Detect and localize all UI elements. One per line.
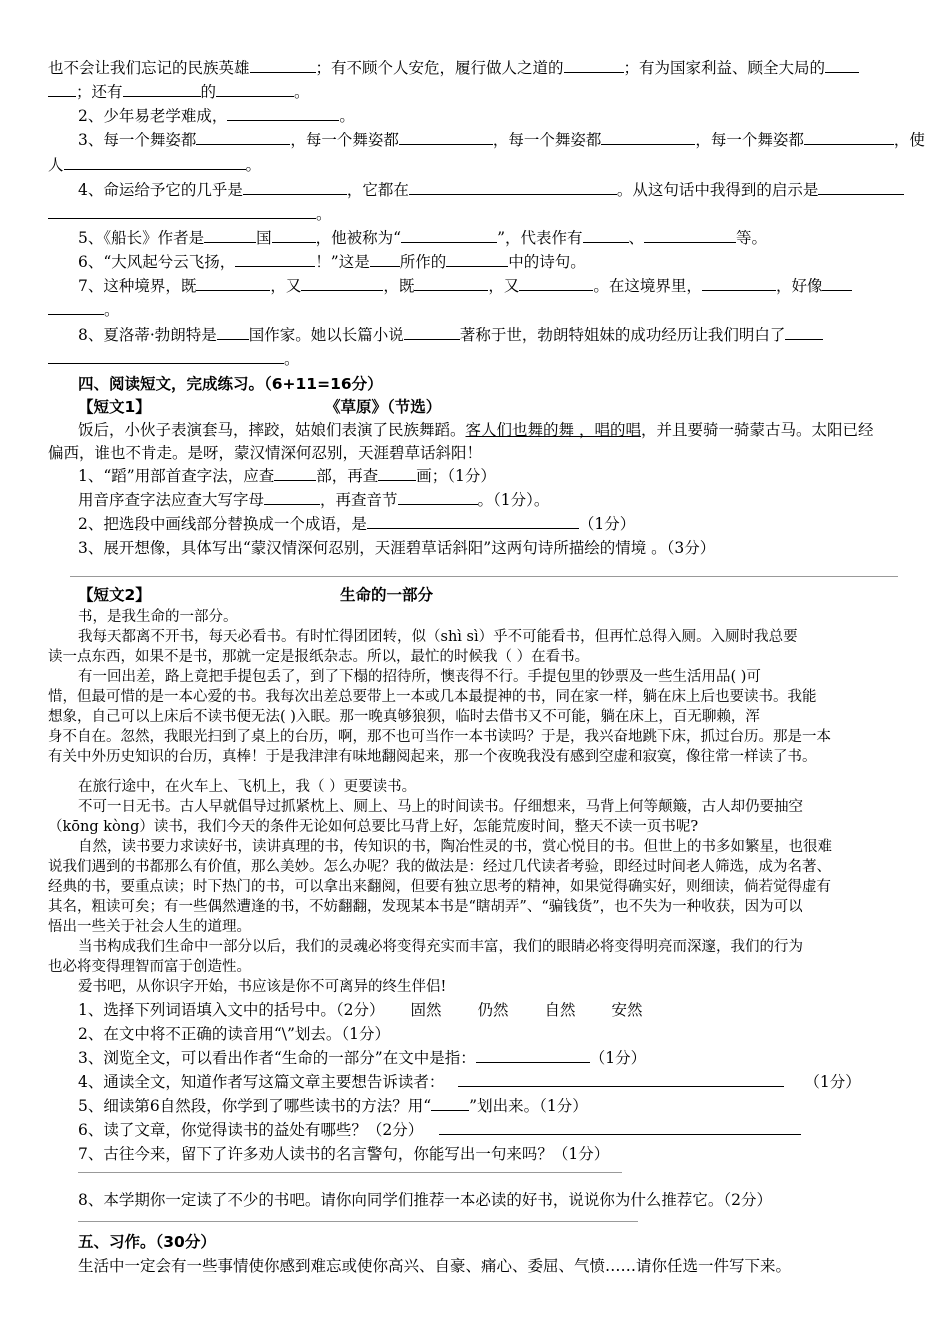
blank[interactable]	[439, 1120, 801, 1135]
blank[interactable]	[398, 490, 478, 505]
passage-2-paragraph: 书，是我生命的一部分。	[78, 609, 238, 625]
blank[interactable]	[196, 130, 290, 145]
passage-2-paragraph: 其名，粗读可矣；有一些偶然遭逢的书，不妨翻翻，发现某本书是“瞎胡弄”、“骗钱货”，也不失为一种收获，因为可以	[48, 899, 803, 915]
passage-1-line-2: 偏西，谁也不肯走。是呀，蒙汉情深何忍别，天涯碧草话斜阳！	[48, 444, 483, 462]
blank[interactable]	[414, 276, 488, 291]
passage-2-question-7: 7、古往今来，留下了许多劝人读书的名言警句，你能写出一句来吗？（1分）	[78, 1145, 610, 1163]
passage-1-title: 《草原》（节选）	[325, 398, 442, 416]
question-7: 7、这种境界，既 ，又 ，既 ，又 。在这境界里， ，好像	[78, 276, 852, 296]
blank[interactable]	[583, 228, 629, 243]
blank[interactable]	[825, 58, 859, 73]
passage-2-paragraph: 读一点东西，如果不是书，那就一定是报纸杂志。所以，最忙的时候我（ ）在看书。	[48, 649, 590, 665]
section-5-heading: 五、习作。（30分）	[78, 1233, 216, 1251]
blank[interactable]	[48, 349, 284, 364]
blank[interactable]	[123, 82, 201, 97]
blank[interactable]	[644, 228, 736, 243]
blank[interactable]	[64, 155, 246, 170]
question-8-cont: 。	[48, 349, 300, 369]
passage-2-title: 生命的一部分	[340, 586, 434, 604]
question-8: 8、夏洛蒂·勃朗特是 国作家。她以长篇小说 著称于世，勃朗特姐妹的成功经历让我们明白了	[78, 325, 823, 345]
blank[interactable]	[204, 228, 256, 243]
passage-2-question-1: 1、选择下列词语填入文中的括号中。（2分） 固然 仍然 自然 安然	[78, 1001, 643, 1019]
passage-2-question-8: 8、本学期你一定读了不少的书吧。请你向同学们推荐一本必读的好书，说说你为什么推荐它。（2分）	[78, 1191, 772, 1209]
blank[interactable]	[822, 276, 852, 291]
question-2: 2、少年易老学难成， 。	[78, 107, 355, 125]
blank[interactable]	[274, 466, 316, 481]
blank[interactable]	[235, 252, 315, 267]
blank[interactable]	[217, 325, 249, 340]
passage-2-question-4: 4、通读全文，知道作者写这篇文章主要想告诉读者： （1分）	[78, 1073, 861, 1091]
passage-2-paragraph: 经典的书，要重点读；时下热门的书，可以拿出来翻阅，但要有独立思考的精神，如果觉得确实好，则细读，倘若觉得虚有	[48, 879, 831, 895]
blank[interactable]	[48, 204, 316, 219]
blank[interactable]	[404, 325, 460, 340]
blank[interactable]	[476, 1048, 590, 1063]
blank[interactable]	[702, 276, 776, 291]
underlined-phrase: 客人们也舞的舞 ，唱的唱	[465, 421, 641, 439]
blank[interactable]	[367, 514, 579, 529]
answer-line[interactable]	[78, 1221, 638, 1222]
section-4-heading: 四、阅读短文，完成练习。（6+11=16分）	[78, 375, 383, 393]
blank[interactable]	[446, 252, 508, 267]
passage-2-paragraph: 惜，但最可惜的是一本心爱的书。我每次出差总要带上一本或几本最提神的书，同在家一样，躺在床上后也要读书。我能	[48, 689, 817, 705]
passage-1-question-3: 3、展开想像，具体写出“蒙汉情深何忍别，天涯碧草话斜阳”这两句诗所描绘的情境 。（3分）	[78, 539, 716, 557]
passage-1-label: 【短文1】	[78, 398, 151, 416]
passage-2-paragraph: 也必将变得理智而富于创造性。	[48, 959, 251, 975]
blank[interactable]	[264, 490, 320, 505]
essay-prompt: 生活中一定会有一些事情使你感到难忘或使你高兴、自豪、痛心、委屈、气愤……请你任选一件写下来。	[78, 1257, 792, 1275]
passage-2-paragraph: 有关中外历史知识的台历，真棒！于是我津津有味地翻阅起来，那一个夜晚我没有感到空虚和寂寞，像往常一样读了书。	[48, 749, 817, 765]
blank[interactable]	[409, 180, 617, 195]
passage-1-line-1: 饭后，小伙子表演套马，摔跤，姑娘们表演了民族舞蹈。客人们也舞的舞 ，唱的唱，并且要骑一骑蒙古马。太阳已经	[78, 421, 874, 439]
blank[interactable]	[458, 1072, 784, 1087]
blank[interactable]	[250, 58, 316, 73]
blank[interactable]	[227, 106, 339, 121]
passage-1-question-1: 1、“蹈”用部首查字法，应查 部，再查 画；（1分）	[78, 467, 496, 485]
passage-2-paragraph: 说我们遇到的书都那么有价值，那么美妙。怎么办呢？我的做法是：经过几代读者考验，即经过时间老人筛选，成为名著、	[48, 859, 831, 875]
blank[interactable]	[401, 228, 497, 243]
passage-2-paragraph: 在旅行途中，在火车上、飞机上，我（ ）更要读书。	[78, 779, 417, 795]
passage-2-paragraph: 爱书吧，从你识字开始，书应该是你不可离异的终生伴侣!	[78, 979, 447, 995]
blank[interactable]	[272, 228, 316, 243]
question-3-cont: 人 。	[48, 156, 262, 174]
question-4-cont: 。	[48, 204, 332, 224]
blank[interactable]	[196, 276, 270, 291]
blank[interactable]	[48, 300, 104, 315]
blank[interactable]	[378, 466, 416, 481]
blank[interactable]	[519, 276, 593, 291]
passage-2-paragraph: （kōng kòng）读书，我们今天的条件无论如何总要比马背上好，怎能荒废时间，整天不读一页书呢?	[48, 819, 699, 835]
blank[interactable]	[804, 130, 894, 145]
question-6: 6、“大风起兮云飞扬， ！”这是 所作的 中的诗句。	[78, 253, 586, 271]
blank[interactable]	[564, 58, 624, 73]
question-7-cont: 。	[48, 300, 120, 320]
blank[interactable]	[601, 130, 695, 145]
passage-2-paragraph: 自然，读书要力求读好书，读讲真理的书，传知识的书，陶冶性灵的书，赏心悦目的书。但世上的书多如繁星，也很难	[78, 839, 832, 855]
blank[interactable]	[216, 82, 294, 97]
blank[interactable]	[399, 130, 493, 145]
blank[interactable]	[301, 276, 383, 291]
passage-2-paragraph: 悟出一些关于社会人生的道理。	[48, 919, 251, 935]
blank[interactable]	[785, 325, 823, 340]
blank[interactable]	[243, 180, 347, 195]
passage-2-question-2: 2、在文中将不正确的读音用“\”划去。（1分）	[78, 1025, 391, 1043]
question-4: 4、命运给予它的几乎是 ，它都在 。从这句话中我得到的启示是	[78, 180, 904, 200]
fill-line-heroes-cont: ；还有 的 。	[48, 82, 310, 102]
passage-2-question-5: 5、细读第6自然段，你学到了哪些读书的方法？用“ ”划出来。（1分）	[78, 1097, 588, 1115]
passage-2-paragraph: 想象，自己可以上床后不读书便无法( )入眠。那一晚真够狼狈，临时去借书又不可能，躺在床上，百无聊赖，浑	[48, 709, 760, 725]
passage-2-question-6: 6、读了文章，你觉得读书的益处有哪些？（2分）	[78, 1120, 801, 1140]
passage-1-question-2: 2、把选段中画线部分替换成一个成语，是 （1分）	[78, 515, 636, 533]
passage-2-paragraph: 身不自在。忽然，我眼光扫到了桌上的台历，啊，那不也可当作一本书读吗？于是，我兴奋地跳下床，抓过台历。那是一本	[48, 729, 831, 745]
fill-line-heroes: 也不会让我们忘记的民族英雄 ；有不顾个人安危，履行做人之道的 ；有为国家利益、顾全大局的	[48, 58, 859, 78]
passage-2-paragraph: 我每天都离不开书，每天必看书。有时忙得团团转，似（shì sì）乎不可能看书，但再忙总得入厕。入厕时我总要	[78, 629, 798, 645]
blank[interactable]	[370, 252, 400, 267]
passage-1-question-1b: 用音序查字法应查大写字母 ，再查音节 。（1分）。	[78, 491, 550, 509]
question-5: 5、《船长》作者是 国 ，他被称为“ ”，代表作有 、 等。	[78, 229, 768, 247]
blank[interactable]	[818, 180, 904, 195]
blank[interactable]	[48, 82, 76, 97]
question-3: 3、每一个舞姿都 ，每一个舞姿都 ，每一个舞姿都 ，每一个舞姿都 ，使	[78, 131, 925, 149]
passage-2-paragraph: 当书构成我们生命中一部分以后，我们的灵魂必将变得充实而丰富，我们的眼睛必将变得明亮而深邃，我们的行为	[78, 939, 803, 955]
answer-line[interactable]	[70, 576, 898, 577]
passage-2-paragraph: 有一回出差，路上竟把手提包丢了，到了下榻的招待所，懊丧得不行。手提包里的钞票及一些生活用品( )可	[78, 669, 761, 685]
passage-2-paragraph: 不可一日无书。古人早就倡导过抓紧枕上、厕上、马上的时间读书。仔细想来，马背上何等颠簸，古人却仍要抽空	[78, 799, 803, 815]
passage-2-label: 【短文2】	[78, 586, 151, 604]
answer-line[interactable]	[78, 1172, 622, 1173]
blank[interactable]	[431, 1096, 469, 1111]
passage-2-question-3: 3、浏览全文，可以看出作者“生命的一部分”在文中是指： （1分）	[78, 1049, 647, 1067]
